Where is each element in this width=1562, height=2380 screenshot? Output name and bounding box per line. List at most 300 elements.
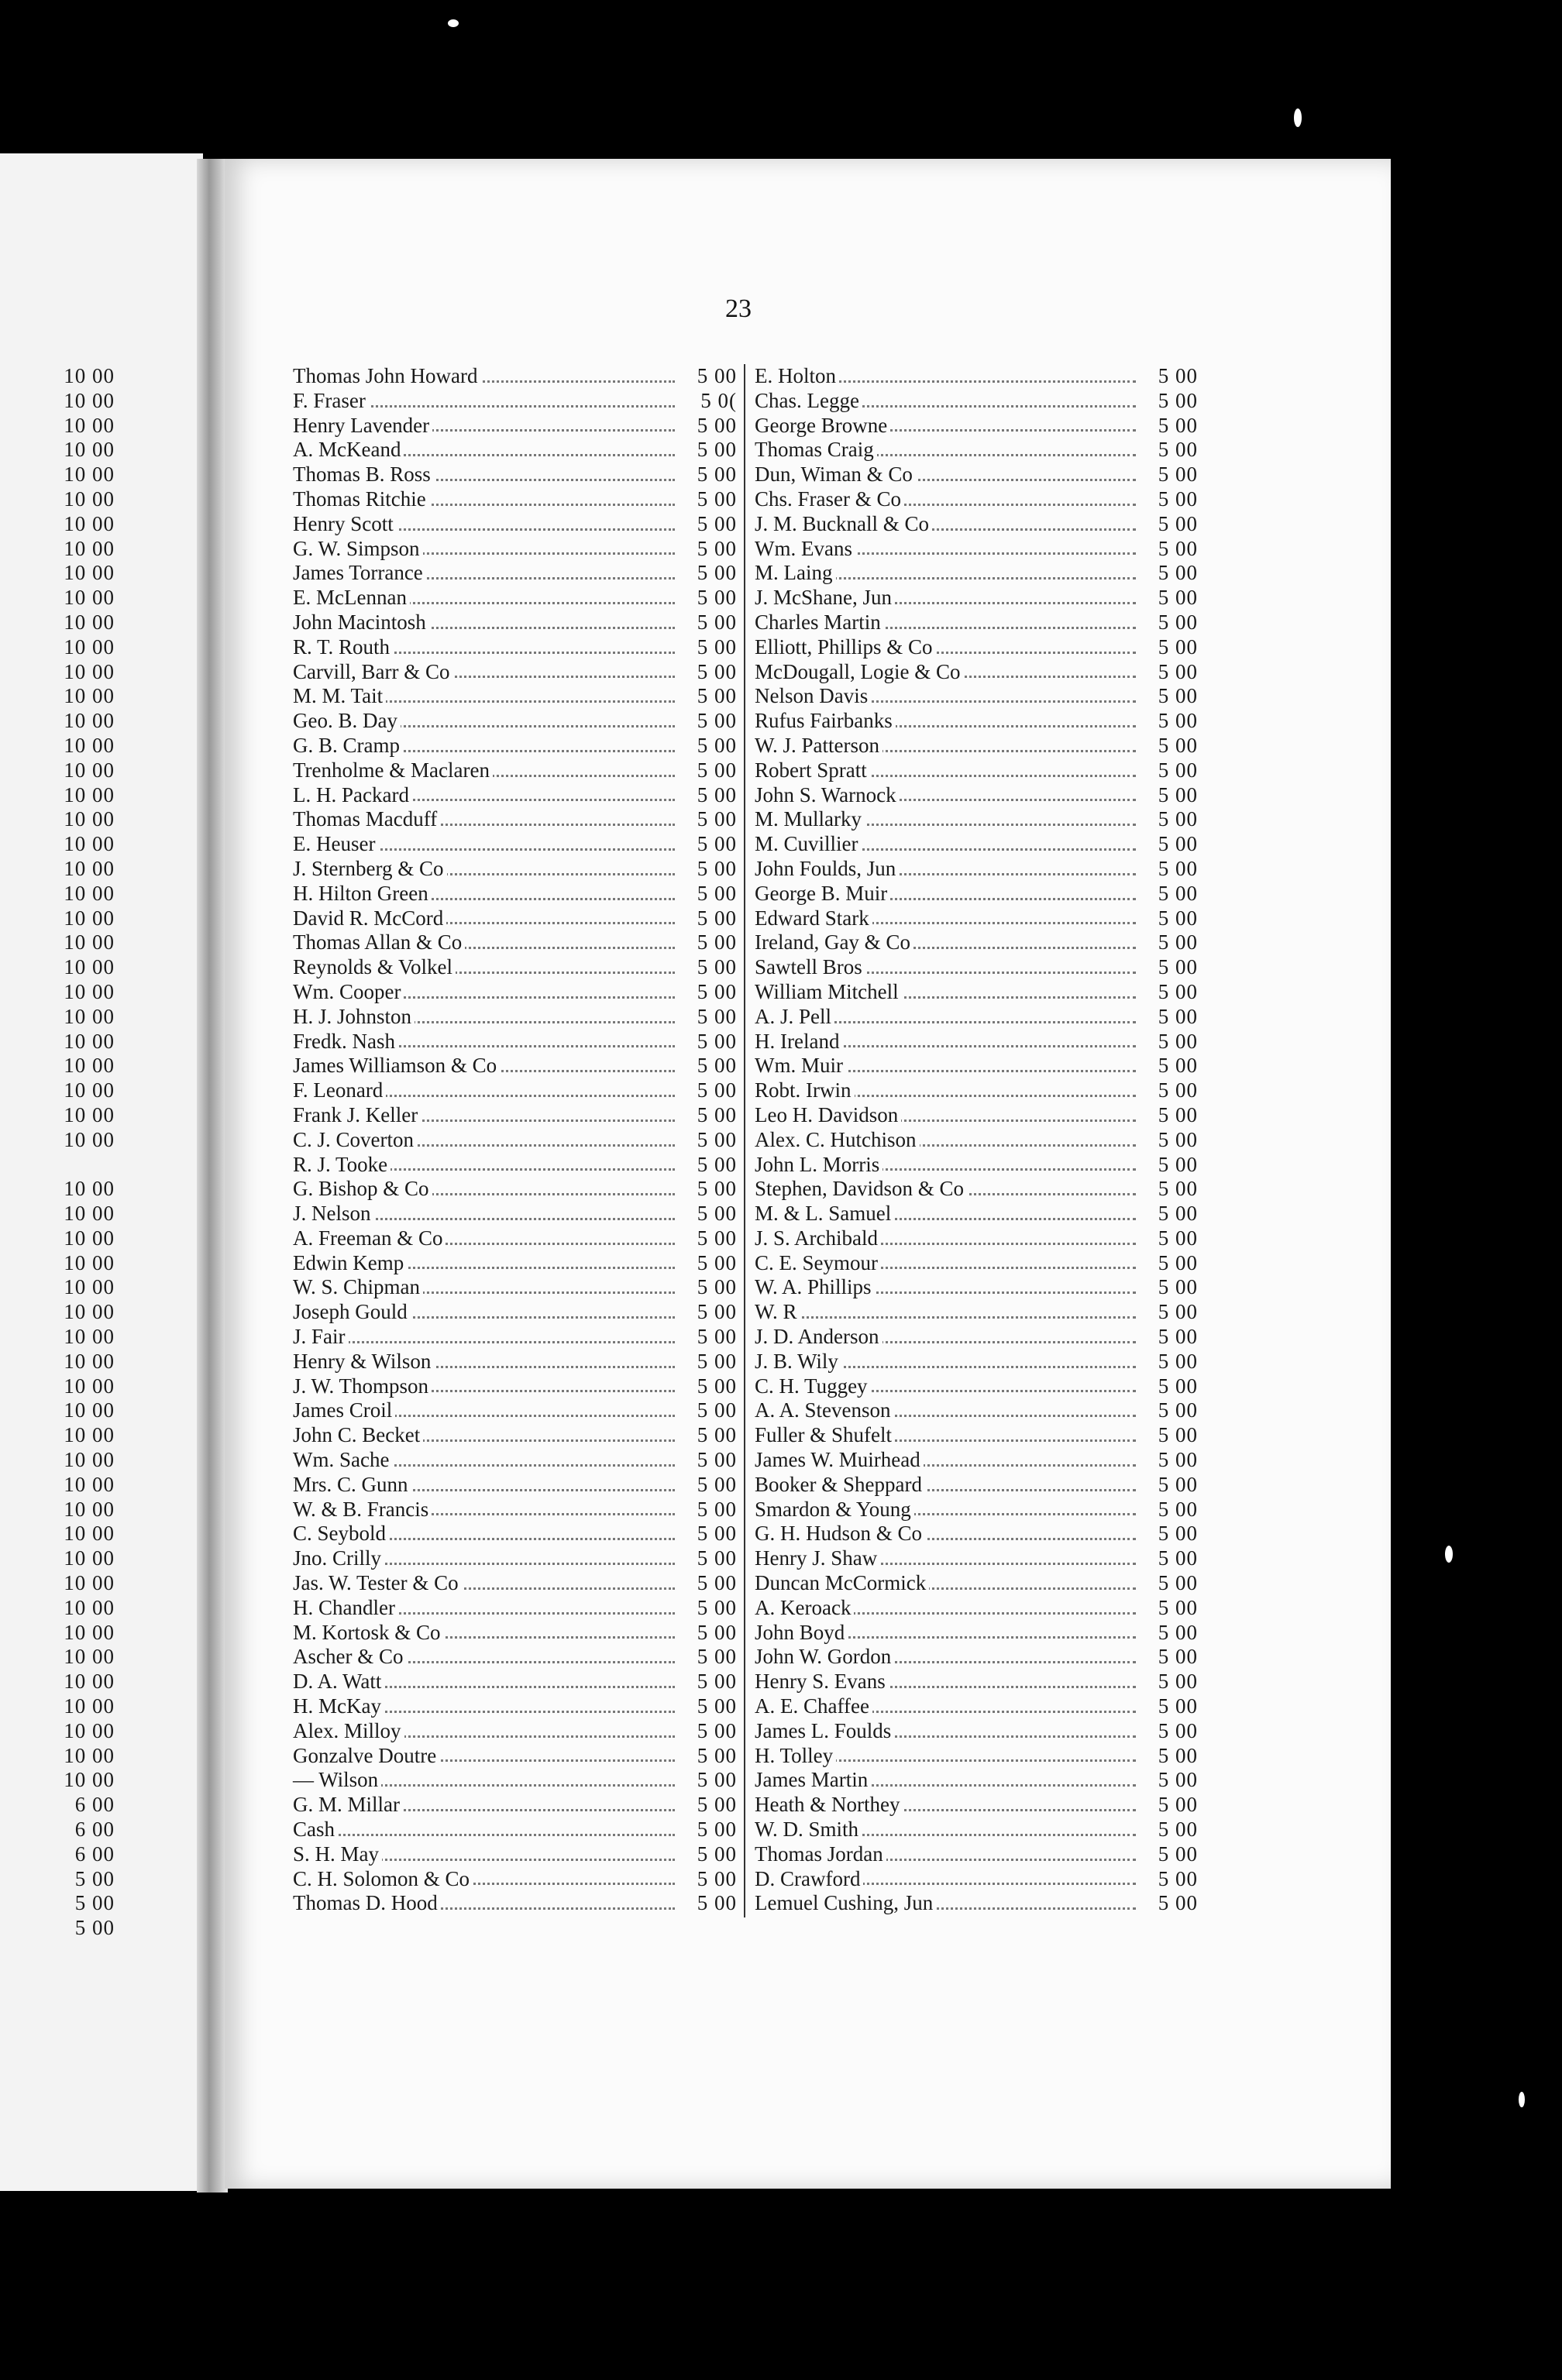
subscriber-row (755, 438, 1198, 463)
subscription-amount: 5 00 (1158, 1891, 1198, 1915)
subscriber-row (293, 1325, 737, 1350)
subscriber-row (755, 1251, 1198, 1276)
subscriber-row (293, 389, 737, 414)
subscription-amount: 5 00 (697, 1054, 737, 1078)
cut-off-amount: 10 00 (64, 733, 115, 757)
cut-off-row (6, 389, 115, 414)
cut-off-row (6, 635, 115, 660)
subscription-amount: 5 00 (697, 782, 737, 807)
cut-off-amount: 10 00 (64, 610, 115, 634)
subscriber-name: Thomas D. Hood (293, 1891, 441, 1916)
cut-off-amount: 10 00 (64, 1177, 115, 1201)
subscriber-row (755, 463, 1198, 487)
subscriber-row (755, 758, 1198, 783)
subscriber-row (293, 1793, 737, 1818)
subscription-amount: 5 00 (1158, 586, 1198, 610)
subscriber-name: Reynolds & Volkel (293, 955, 456, 980)
subscription-amount: 5 00 (1158, 561, 1198, 585)
subscriber-row (755, 1153, 1198, 1178)
subscriber-name: David R. McCord (293, 906, 446, 931)
cut-off-row (6, 1744, 115, 1769)
subscription-amount: 5 00 (697, 1768, 737, 1792)
cut-off-amount: 10 00 (64, 1497, 115, 1521)
subscription-amount: 5 00 (697, 1325, 737, 1349)
subscriber-row (755, 930, 1198, 955)
subscriber-row (293, 1645, 737, 1670)
subscription-amount: 5 00 (697, 1670, 737, 1694)
subscription-amount: 5 00 (697, 635, 737, 659)
subscriber-name: W. D. Smith (755, 1818, 862, 1842)
subscription-amount: 5 00 (1158, 1398, 1198, 1422)
cut-off-row (6, 906, 115, 931)
subscriber-row (755, 1793, 1198, 1818)
cut-off-amount: 10 00 (64, 832, 115, 856)
subscriber-row (293, 1448, 737, 1473)
subscriber-name: F. Fraser (293, 389, 369, 414)
subscriber-name: Thomas Allan & Co (293, 930, 465, 955)
cut-off-row (6, 364, 115, 389)
subscriber-row (293, 1275, 737, 1300)
cut-off-row (6, 882, 115, 906)
subscriber-name: J. McShane, Jun (755, 586, 895, 610)
subscriber-name: A. E. Chaffee (755, 1694, 872, 1719)
subscriber-row (293, 980, 737, 1005)
subscriber-row (293, 512, 737, 537)
subscription-amount: 5 00 (1158, 733, 1198, 757)
subscriber-name: Geo. B. Day (293, 709, 401, 734)
cut-off-row (6, 1153, 115, 1178)
subscriber-name: E. McLennan (293, 586, 410, 610)
subscription-amount: 5 00 (1158, 635, 1198, 659)
subscriber-name: John L. Morris (755, 1153, 882, 1178)
subscriber-name: Elliott, Phillips & Co (755, 635, 936, 660)
subscriber-row (293, 1202, 737, 1226)
subscription-amount: 5 00 (697, 832, 737, 856)
subscriber-name: Thomas Jordan (755, 1842, 886, 1867)
subscriber-name: A. A. Stevenson (755, 1398, 894, 1423)
subscriber-name: George B. Muir (755, 882, 890, 906)
subscriber-name: Ireland, Gay & Co (755, 930, 913, 955)
subscriber-row (755, 1670, 1198, 1694)
subscriber-name: Henry Lavender (293, 414, 432, 439)
subscription-amount: 5 00 (697, 758, 737, 782)
subscriber-name: John Boyd (755, 1621, 848, 1646)
subscription-amount: 5 00 (1158, 1152, 1198, 1176)
subscriber-row (755, 1498, 1198, 1522)
subscription-amount: 5 00 (1158, 1127, 1198, 1151)
subscriber-name: A. J. Pell (755, 1005, 834, 1030)
subscriber-row (293, 758, 737, 783)
subscription-amount: 5 00 (697, 1891, 737, 1915)
cut-off-row (6, 684, 115, 709)
subscription-amount: 5 00 (697, 586, 737, 610)
subscription-amount: 5 00 (697, 1743, 737, 1767)
cut-off-amount: 10 00 (64, 684, 115, 708)
cut-off-amount: 10 00 (64, 856, 115, 880)
subscriber-name: Booker & Sheppard (755, 1473, 925, 1498)
cut-off-amount: 10 00 (64, 1546, 115, 1570)
subscriber-row (293, 1694, 737, 1719)
subscription-amount: 5 00 (1158, 659, 1198, 683)
subscription-amount: 5 00 (697, 881, 737, 905)
subscriber-name: Chs. Fraser & Co (755, 487, 904, 512)
subscription-amount: 5 00 (697, 1029, 737, 1053)
subscriber-name: C. H. Solomon & Co (293, 1867, 473, 1892)
subscriber-row (755, 1719, 1198, 1744)
subscription-amount: 5 00 (697, 511, 737, 535)
subscription-amount: 5 00 (1158, 1818, 1198, 1842)
subscriber-name: J. M. Bucknall & Co (755, 512, 932, 537)
subscriber-name: Fredk. Nash (293, 1030, 398, 1054)
subscription-amount: 5 00 (697, 1177, 737, 1201)
subscriber-row (293, 882, 737, 906)
subscriber-name: F. Leonard (293, 1078, 386, 1103)
cut-off-row (6, 1818, 115, 1842)
subscriber-row (293, 807, 737, 832)
subscriber-name: Leo H. Davidson (755, 1103, 901, 1128)
cut-off-amount: 10 00 (64, 1620, 115, 1644)
subscription-amount: 5 00 (1158, 1694, 1198, 1718)
cut-off-amount: 10 00 (64, 388, 115, 412)
cut-off-amount: 10 00 (64, 536, 115, 560)
subscriber-name: Gonzalve Doutre (293, 1744, 439, 1769)
subscription-amount: 5 00 (697, 1571, 737, 1595)
subscriber-name: Alex. Milloy (293, 1719, 404, 1744)
subscriber-name: Nelson Davis (755, 684, 871, 709)
subscriber-row (293, 1719, 737, 1744)
subscriber-row (755, 980, 1198, 1005)
subscriber-row (755, 1300, 1198, 1325)
subscriber-name: Jas. W. Tester & Co (293, 1571, 462, 1596)
cut-off-amount: 10 00 (64, 635, 115, 659)
subscription-amount: 5 00 (697, 1497, 737, 1521)
subscriber-name: Duncan McCormick (755, 1571, 929, 1596)
dot-leader (293, 1341, 675, 1343)
subscriber-name: H. Hilton Green (293, 882, 432, 906)
dot-leader (755, 1316, 1136, 1319)
subscriber-row (755, 1078, 1198, 1103)
cut-off-row (6, 758, 115, 783)
subscription-amount: 5 00 (1158, 511, 1198, 535)
cut-off-row (6, 414, 115, 439)
cut-off-row (6, 1054, 115, 1078)
subscription-amount: 5 00 (1158, 1054, 1198, 1078)
subscriber-row (293, 1867, 737, 1892)
subscriber-row (293, 684, 737, 709)
dust-speck (1519, 2092, 1525, 2107)
subscription-amount: 5 00 (1158, 1768, 1198, 1792)
subscriber-row (755, 955, 1198, 980)
subscriber-row (293, 1571, 737, 1596)
subscriber-row (755, 389, 1198, 414)
subscriber-name: D. Crawford (755, 1867, 863, 1892)
cut-off-row (6, 561, 115, 586)
subscriber-row (755, 684, 1198, 709)
page-number: 23 (725, 294, 752, 323)
subscriber-row (755, 1030, 1198, 1054)
subscriber-name: E. Holton (755, 364, 839, 389)
cut-off-row (6, 857, 115, 882)
cut-off-amount: 10 00 (64, 955, 115, 979)
subscriber-row (293, 635, 737, 660)
subscriber-name: H. McKay (293, 1694, 384, 1719)
subscriber-row (293, 1350, 737, 1374)
subscriber-row (293, 1842, 737, 1867)
subscriber-name: John C. Becket (293, 1423, 423, 1448)
cut-off-amount: 10 00 (64, 463, 115, 487)
cut-off-amount: 6 00 (74, 1818, 115, 1842)
subscriber-name: A. McKeand (293, 438, 404, 463)
subscription-amount: 5 00 (697, 979, 737, 1003)
subscriber-row (293, 1522, 737, 1546)
subscription-amount: 5 00 (1158, 832, 1198, 856)
cut-off-amount: 10 00 (64, 1472, 115, 1496)
subscription-amount: 5 00 (697, 807, 737, 831)
subscriber-row (755, 783, 1198, 808)
subscriber-row (293, 1153, 737, 1178)
subscriber-row (293, 1078, 737, 1103)
subscription-amount: 5 00 (1158, 1349, 1198, 1373)
subscriber-row (755, 635, 1198, 660)
subscriber-name: C. E. Seymour (755, 1251, 881, 1276)
subscriber-name: J. Fair (293, 1325, 349, 1350)
subscriber-name: H. J. Johnston (293, 1005, 415, 1030)
subscriber-row (755, 1621, 1198, 1646)
subscriber-row (755, 1448, 1198, 1473)
subscription-amount: 5 00 (1158, 906, 1198, 930)
cut-off-row (6, 1867, 115, 1892)
subscriber-row (755, 1694, 1198, 1719)
cut-off-amount: 10 00 (64, 1718, 115, 1742)
cut-off-amount: 10 00 (64, 1226, 115, 1250)
subscriber-name: John S. Warnock (755, 783, 900, 808)
subscriber-name: Edward Stark (755, 906, 872, 931)
subscription-amount: 5 00 (1158, 438, 1198, 462)
subscriber-name: J. W. Thompson (293, 1374, 432, 1399)
subscription-amount: 5 00 (697, 1127, 737, 1151)
cut-off-row (6, 709, 115, 734)
subscriber-name: Robert Spratt (755, 758, 870, 783)
subscriber-name: H. Tolley (755, 1744, 836, 1769)
cut-off-amount: 10 00 (64, 1349, 115, 1373)
subscriber-row (293, 1744, 737, 1769)
cut-off-row (6, 1226, 115, 1251)
cut-off-row (6, 537, 115, 562)
subscriber-row (293, 561, 737, 586)
subscriber-name: McDougall, Logie & Co (755, 660, 963, 685)
cut-off-amount: 10 00 (64, 709, 115, 733)
subscription-amount: 5 00 (697, 1275, 737, 1299)
subscription-amount: 5 00 (1158, 1448, 1198, 1472)
dust-speck (448, 19, 459, 27)
subscriber-name: Mrs. C. Gunn (293, 1473, 411, 1498)
subscriber-row (755, 1275, 1198, 1300)
subscription-amount: 5 00 (1158, 1226, 1198, 1250)
subscriber-name: H. Ireland (755, 1030, 842, 1054)
subscriber-row (755, 1522, 1198, 1546)
subscriber-name: William Mitchell (755, 980, 902, 1005)
subscriber-row (755, 882, 1198, 906)
subscriber-row (755, 1350, 1198, 1374)
cut-off-amount: 10 00 (64, 511, 115, 535)
cut-off-row (6, 1670, 115, 1694)
cut-off-amount: 5 00 (74, 1916, 115, 1940)
subscriber-row (293, 1621, 737, 1646)
subscriber-row (293, 586, 737, 610)
subscriber-row (293, 930, 737, 955)
cut-off-row (6, 1498, 115, 1522)
subscription-amount: 5 00 (1158, 364, 1198, 387)
subscriber-name: Wm. Sache (293, 1448, 392, 1473)
cut-off-amount: 10 00 (64, 1127, 115, 1151)
subscriber-name: G. W. Simpson (293, 537, 423, 562)
cut-off-amount: 10 00 (64, 1054, 115, 1078)
cut-off-amount: 6 00 (74, 1793, 115, 1817)
subscription-amount: 5 00 (697, 1004, 737, 1028)
subscriber-name: Robt. Irwin (755, 1078, 855, 1103)
cut-off-row (6, 1005, 115, 1030)
subscriber-name: James Croil (293, 1398, 395, 1423)
subscription-amount: 5 00 (1158, 388, 1198, 412)
cut-off-amount: 10 00 (64, 561, 115, 585)
cut-off-amount: 10 00 (64, 1300, 115, 1324)
subscriber-name: Fuller & Shufelt (755, 1423, 895, 1448)
cut-off-row (6, 1128, 115, 1153)
subscriber-name: Wm. Evans (755, 537, 855, 562)
subscriber-row (755, 1423, 1198, 1448)
cut-off-row (6, 1621, 115, 1646)
cut-off-amount: 10 00 (64, 438, 115, 462)
subscription-amount: 5 00 (697, 955, 737, 979)
cut-off-amount: 10 00 (64, 758, 115, 782)
subscriber-row (293, 1398, 737, 1423)
subscription-amount: 5 00 (697, 1448, 737, 1472)
subscription-amount: 5 00 (697, 1793, 737, 1817)
cut-off-amount: 10 00 (64, 1250, 115, 1274)
subscriber-name: Rufus Fairbanks (755, 709, 896, 734)
subscriber-row (293, 857, 737, 882)
subscriber-row (293, 1423, 737, 1448)
cut-off-amount-column (6, 364, 115, 1941)
subscription-amount: 5 00 (1158, 1202, 1198, 1226)
subscription-amount: 5 00 (697, 659, 737, 683)
subscriber-name: J. D. Anderson (755, 1325, 882, 1350)
subscription-amount: 5 00 (697, 1398, 737, 1422)
subscription-amount: 5 00 (1158, 881, 1198, 905)
cut-off-amount: 10 00 (64, 659, 115, 683)
subscription-amount: 5 00 (1158, 856, 1198, 880)
subscriber-row (755, 1867, 1198, 1892)
subscription-amount: 5 00 (1158, 1571, 1198, 1595)
subscriber-name: John Foulds, Jun (755, 857, 899, 882)
subscriber-name: C. H. Tuggey (755, 1374, 871, 1399)
subscription-amount: 5 00 (697, 1472, 737, 1496)
cut-off-row (6, 512, 115, 537)
subscription-amount: 5 00 (1158, 1866, 1198, 1890)
cut-off-row (6, 1300, 115, 1325)
subscriber-row (293, 1030, 737, 1054)
subscriber-name: James Torrance (293, 561, 426, 586)
subscriber-row (755, 1891, 1198, 1916)
cut-off-row (6, 660, 115, 685)
subscriber-row (755, 1128, 1198, 1153)
cut-off-row (6, 1398, 115, 1423)
cut-off-row (6, 1325, 115, 1350)
subscriber-row (293, 1670, 737, 1694)
subscriber-name: Sawtell Bros (755, 955, 865, 980)
subscriber-name: W. A. Phillips (755, 1275, 875, 1300)
subscription-amount: 5 00 (1158, 1645, 1198, 1669)
subscriber-name: Joseph Gould (293, 1300, 411, 1325)
subscription-amount: 5 00 (697, 1202, 737, 1226)
subscriber-row (755, 807, 1198, 832)
subscription-amount: 5 00 (697, 1374, 737, 1398)
cut-off-amount: 10 00 (64, 364, 115, 387)
subscription-amount: 5 00 (697, 1522, 737, 1546)
subscriber-row (293, 1128, 737, 1153)
subscription-amount: 5 00 (1158, 487, 1198, 511)
subscription-amount: 5 00 (1158, 1670, 1198, 1694)
cut-off-amount: 10 00 (64, 1275, 115, 1299)
cut-off-amount: 10 00 (64, 1694, 115, 1718)
cut-off-row (6, 1694, 115, 1719)
subscriber-row (755, 1571, 1198, 1596)
subscriber-name: W. R (755, 1300, 800, 1325)
subscription-amount: 5 00 (697, 709, 737, 733)
subscriber-name: Chas. Legge (755, 389, 862, 414)
subscriber-name: D. A. Watt (293, 1670, 384, 1694)
subscription-amount: 5 00 (1158, 1250, 1198, 1274)
cut-off-amount: 10 00 (64, 1325, 115, 1349)
subscriber-row (293, 1226, 737, 1251)
subscriber-name: W. S. Chipman (293, 1275, 423, 1300)
subscriber-name: H. Chandler (293, 1596, 398, 1621)
cut-off-amount: 10 00 (64, 1423, 115, 1447)
subscription-amount: 5 00 (697, 561, 737, 585)
cut-off-amount: 6 00 (74, 1842, 115, 1866)
subscription-amount: 5 00 (1158, 1325, 1198, 1349)
subscriber-row (293, 734, 737, 758)
subscription-amount: 5 00 (697, 1078, 737, 1102)
subscriber-row (293, 438, 737, 463)
cut-off-row (6, 1768, 115, 1793)
subscription-amount: 5 0( (700, 388, 737, 412)
cut-off-row (6, 1546, 115, 1571)
subscriber-name: Wm. Cooper (293, 980, 404, 1005)
subscriber-name: Stephen, Davidson & Co (755, 1177, 967, 1202)
cut-off-row (6, 1350, 115, 1374)
subscription-amount: 5 00 (1158, 1102, 1198, 1126)
cut-off-row (6, 1078, 115, 1103)
cut-off-amount: 10 00 (64, 1595, 115, 1619)
subscriber-row (755, 561, 1198, 586)
subscriber-row (755, 610, 1198, 635)
subscriber-row (293, 1054, 737, 1078)
subscriber-name: E. Heuser (293, 832, 378, 857)
subscription-amount: 5 00 (1158, 1275, 1198, 1299)
subscription-amount: 5 00 (697, 438, 737, 462)
cut-off-amount: 10 00 (64, 1522, 115, 1546)
subscriber-name: A. Keroack (755, 1596, 854, 1621)
cut-off-row (6, 1275, 115, 1300)
subscriber-name: John W. Gordon (755, 1645, 894, 1670)
subscription-amount: 5 00 (697, 1250, 737, 1274)
subscriber-row (755, 832, 1198, 857)
subscriber-name: G. M. Millar (293, 1793, 403, 1818)
cut-off-row (6, 807, 115, 832)
subscription-amount: 5 00 (697, 1866, 737, 1890)
subscriber-name: Heath & Northey (755, 1793, 903, 1818)
